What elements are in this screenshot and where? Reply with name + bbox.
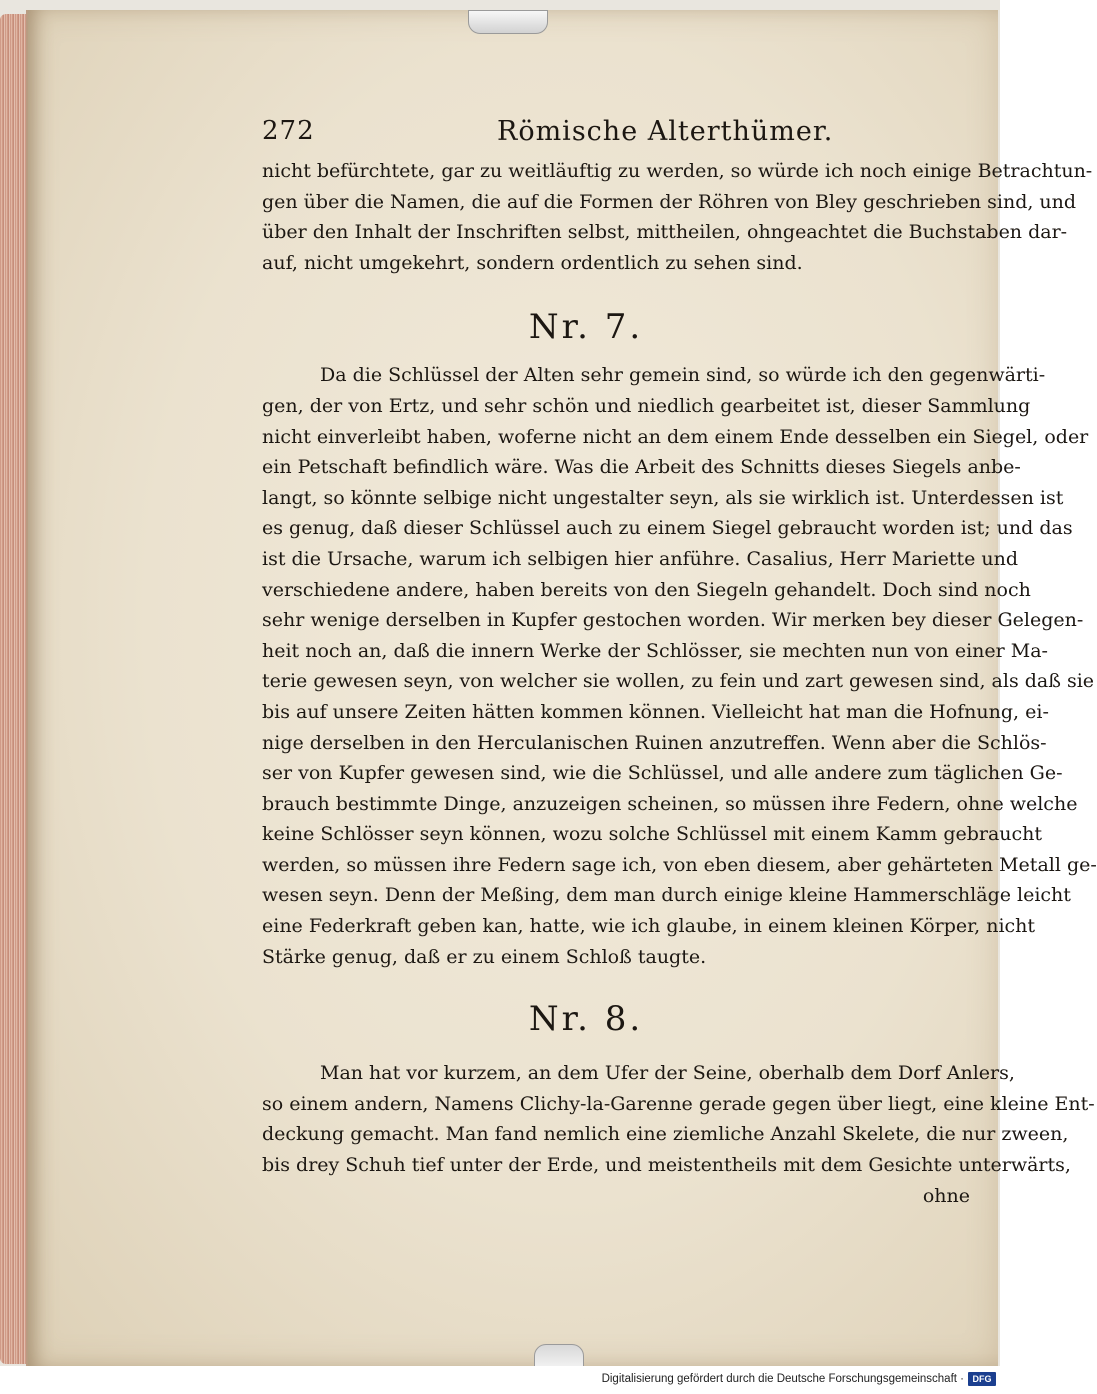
text-line: nige derselben in den Herculanischen Ruinen anzutreffen. Wenn aber die Schlös- — [262, 731, 1047, 754]
running-head — [262, 108, 970, 156]
page-number: 272 — [262, 116, 315, 146]
dfg-logo-icon: DFG — [968, 1372, 996, 1386]
text-line: sehr wenige derselben in Kupfer gestochen worden. Wir merken bey dieser Gelegen- — [262, 609, 1084, 632]
section-heading-8: Nr. 8. — [528, 999, 644, 1040]
text-line: heit noch an, daß die innern Werke der Schlösser, sie mechten nun von einer Ma- — [262, 639, 1048, 662]
page-text — [262, 108, 1097, 1211]
text-line: langt, so könnte selbige nicht ungestalter seyn, als sie wirklich ist. Unterdessen ist — [262, 486, 1064, 509]
text-line: nicht befürchtete, gar zu weitläuftig zu werden, so würde ich noch einige Betrachtun- — [262, 160, 1093, 182]
text-line: Stärke genug, daß er zu einem Schloß taugte. — [262, 945, 707, 968]
text-line: Man hat vor kurzem, an dem Ufer der Seine, oberhalb dem Dorf Anlers, — [320, 1062, 1015, 1085]
section-7-paragraph — [262, 360, 1097, 972]
text-line: ser von Kupfer gewesen sind, wie die Schlüssel, und alle andere zum täglichen Ge- — [262, 762, 1063, 785]
text-line: gen über die Namen, die auf die Formen der Röhren von Bley geschrieben sind, und — [262, 190, 1077, 213]
catchword: ohne — [922, 1184, 970, 1207]
text-line: bis auf unsere Zeiten hätten kommen können. Vielleicht hat man die Hofnung, ei- — [262, 700, 1049, 723]
text-line: wesen seyn. Denn der Meßing, dem man durch einige kleine Hammerschläge leicht — [262, 884, 1071, 907]
text-line: brauch bestimmte Dinge, anzuzeigen scheinen, so müssen ihre Federn, ohne welche — [262, 792, 1078, 815]
text-line: es genug, daß dieser Schlüssel auch zu einem Siegel gebraucht worden ist; und das — [262, 517, 1073, 540]
text-line: keine Schlösser seyn können, wozu solche Schlüssel mit einem Kamm gebraucht — [262, 823, 1043, 846]
section-heading-7: Nr. 7. — [528, 307, 644, 348]
text-line: eine Federkraft geben kan, hatte, wie ich glaube, in einem kleinen Körper, nicht — [262, 915, 1036, 938]
running-title: Römische Alterthümer. — [497, 116, 834, 147]
text-line: werden, so müssen ihre Federn sage ich, von eben diesem, aber gehärteten Metall ge- — [262, 853, 1097, 876]
text-line: bis drey Schuh tief unter der Erde, und meistentheils mit dem Gesichte unterwärts, — [262, 1154, 1071, 1177]
text-line: nicht einverleibt haben, woferne nicht an dem einem Ende desselben ein Siegel, oder — [262, 425, 1089, 448]
text-line: ist die Ursache, warum ich selbigen hier anführe. Casalius, Herr Mariette und — [262, 547, 1019, 570]
text-line: terie gewesen seyn, von welcher sie wollen, zu fein und zart gewesen sind, als daß sie — [262, 670, 1095, 693]
text-line: ein Petschaft befindlich wäre. Was die Arbeit des Schnitts dieses Siegels anbe- — [262, 456, 1021, 479]
text-line: verschiedene andere, haben bereits von den Siegeln gehandelt. Doch sind noch — [262, 578, 1031, 601]
footer-bar — [0, 1366, 1000, 1394]
text-line: Da die Schlüssel der Alten sehr gemein sind, so würde ich den gegenwärti- — [320, 364, 1046, 387]
text-line: so einem andern, Namens Clichy-la-Garenne gerade gegen über liegt, eine kleine Ent- — [262, 1092, 1095, 1115]
section-8-paragraph — [262, 1058, 1095, 1210]
text-line: über den Inhalt der Inschriften selbst, mittheilen, ohngeachtet die Buchstaben dar- — [262, 221, 1068, 244]
page-clip-top — [468, 10, 548, 34]
text-line: deckung gemacht. Man fand nemlich eine ziemliche Anzahl Skelete, die nur zween, — [262, 1123, 1069, 1146]
text-line: gen, der von Ertz, und sehr schön und niedlich gearbeitet ist, dieser Sammlung — [262, 394, 1031, 417]
text-line: auf, nicht umgekehrt, sondern ordentlich zu sehen sind. — [262, 251, 803, 274]
intro-paragraph — [262, 156, 1093, 278]
funding-credit: Digitalisierung gefördert durch die Deutsche Forschungsgemeinschaft · — [601, 1373, 964, 1385]
